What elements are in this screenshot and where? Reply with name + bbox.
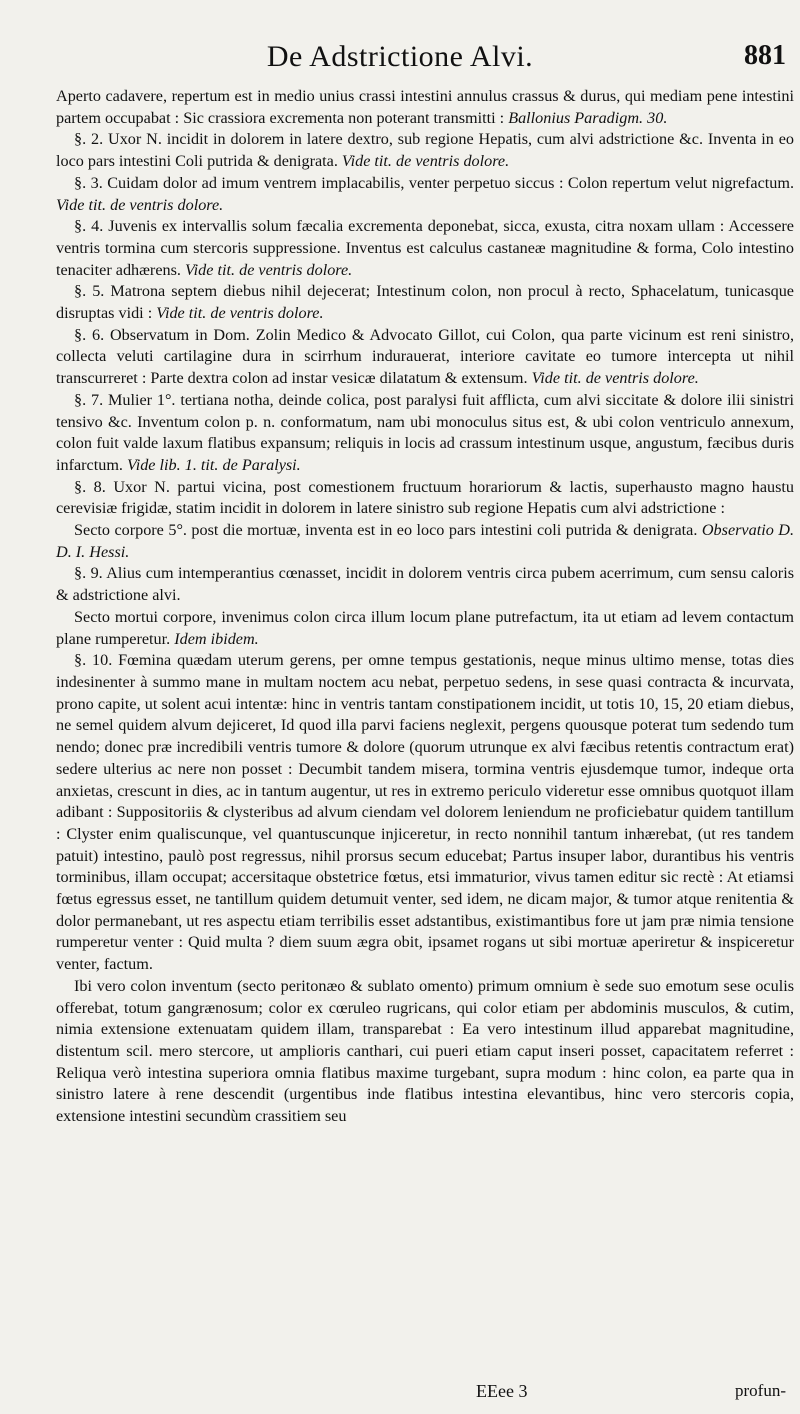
citation: Vide tit. de ventris dolore. (341, 152, 510, 171)
page-header (0, 40, 800, 84)
paragraph-text: Secto mortui corpore, invenimus colon circa illum locum plane putrefactum, ita ut etiam ad levem contactum plane rumperetur. (56, 607, 794, 648)
paragraph-section-2 (56, 129, 794, 172)
text-body (56, 86, 794, 1128)
paragraph-section-3 (56, 173, 794, 216)
paragraph-section-6 (56, 325, 794, 390)
paragraph-text: §. 2. Uxor N. incidit in dolorem in latere dextro, sub regione Hepatis, cum alvi adstrictione &c. Inventa in eo loco pars intestini Coli putrida & denigrata. (56, 130, 794, 171)
paragraph-section-9-autopsy (56, 607, 794, 650)
paragraph-section-10 (56, 650, 794, 976)
citation: Vide tit. de ventris dolore. (56, 195, 224, 214)
paragraph-text: §. 4. Juvenis ex intervallis solum fæcalia excrementa deponebat, sicca, exusta, citra noxam ullam : Accessere ventris tormina cum stercoris suppressione. Inventus est calculus castaneæ magnitudine & forma, Colo intestino tenaciter adhærens. (56, 217, 794, 279)
paragraph-text: Aperto cadavere, repertum est in medio unius crassi intestini annulus crassus & durus, qui mediam pene intestini partem occupabat : Sic crassiora excrementa non poterant transmitti : (56, 87, 794, 127)
citation: Vide tit. de ventris dolore. (531, 369, 699, 388)
running-title: De Adstrictione Alvi. (266, 40, 534, 73)
paragraph-section-10-autopsy (56, 976, 794, 1128)
signature-mark: EEee 3 (476, 1381, 528, 1401)
paragraph-section-8 (56, 477, 794, 520)
paragraph-section-5 (56, 281, 794, 324)
citation: Observatio D. D. I. Hessi. (56, 521, 795, 561)
citation: Ballonius Paradigm. 30. (508, 108, 668, 127)
paragraph-text: §. 7. Mulier 1°. tertiana notha, deinde colica, post paralysi fuit afflicta, cum alvi siccitate & dolore ilii sinistri tensivo &c. Inventum colon p. n. conformatum, nam ubi monoculus situs est, & ubi colon ventriculo annexum, colon fuit valde laxum flatibus expansum; reliquis in locis ad crassum intestinum usque, angustum, fæcibus duris infarctum. (56, 390, 794, 474)
paragraph-text: §. 10. Fœmina quædam uterum gerens, per omne tempus gestationis, neque minus ultimo mense, totas dies indesinenter à summo mane in multam noctem acu nebat, perpetuo sedens, in sese quasi contracta & incurvata, prono capite, ut solent acui intentæ: hinc in ventris tantam constipationem incidit, ut totis 10, 15, 20 etiam diebus, ne semel quidem alvum dejiceret, Id quod illa parvi faciens neglexit, pergens quousque poterat tum sedendo tum nendo; donec præ incredibili ventris tumore & dolore (quorum utrunque ex alvi fæcibus retentis contractum erat) sedere ulterius ac nere non posset : Decumbit tandem misera, tormina ventris ejusdemque tumor, indeque orta anxietas, crescunt in dies, ac in tantum augentur, ut res in extremo periculo videretur esse omnibus quotquot illam adibant : Suppositoriis & clysteribus ad alvum ciendam vel dolorem leniendum ne proficiebatur quidem tantillum : Clyster enim qualiscunque, vel quantuscunque injiceretur, in recto nonnihil tantum inhærebat, (ut res tandem patuit) intestino, paulò post regressus, nihil prorsus secum educebat; Partus insuper labor, durantibus his ventris torminibus, illam occupat; accersitaque obstetrice fœtus, etsi immaturior, vivus tamen editur sic rectè : At etiamsi fœtus egressus esset, ne tantillum quidem detumuit venter, sed idem, ne dicam major, & tumor atque renitentia & dolor permanebant, ut res aspectu etiam terribilis esset adstantibus, existimantibus fore ut jam præ nimia tensione rumperetur venter : Quid multa ? diem suum ægra obit, ipsamet rogans ut sibi mortuæ aperiretur & inspiceretur venter, factum. (56, 651, 794, 974)
citation: Idem ibidem. (174, 629, 259, 648)
paragraph-section-8-autopsy (56, 520, 794, 563)
catchword: profun- (735, 1381, 786, 1400)
page-number: 881 (744, 40, 786, 71)
paragraph-intro (56, 86, 794, 129)
paragraph-section-4 (56, 216, 794, 281)
paragraph-section-9 (56, 563, 794, 606)
citation: Vide tit. de ventris dolore. (185, 260, 353, 279)
paragraph-text: §. 8. Uxor N. partui vicina, post comestionem fructuum horariorum & lactis, superhausto magno haustu cerevisiæ frigidæ, statim incidit in dolorem in latere sinistro sub regione Hepatis cum alvi adstrictione : (56, 477, 794, 518)
paragraph-text: §. 3. Cuidam dolor ad imum ventrem implacabilis, venter perpetuo siccus : Colon repertum velut nigrefactum. (74, 173, 794, 192)
paragraph-section-7 (56, 390, 794, 477)
paragraph-text: §. 6. Observatum in Dom. Zolin Medico & Advocato Gillot, cui Colon, qua parte vicinum est reni sinistro, collecta veluti cartilagine dura in scirrhum indurauerat, interiore cavitate eo tumore intercepta ut nihil transcurreret : Parte dextra colon ad instar vesicæ dilatatum & extensum. (56, 325, 794, 388)
citation: Vide lib. 1. tit. de Paralysi. (127, 455, 301, 474)
paragraph-text: §. 5. Matrona septem diebus nihil dejecerat; Intestinum colon, non procul à recto, Sphacelatum, tunicasque disruptas vidi : (56, 282, 794, 323)
paragraph-text: §. 9. Alius cum intemperantius cœnasset, incidit in dolorem ventris circa pubem acerrimum, cum sensu caloris & adstrictione alvi. (56, 564, 794, 605)
citation: Vide tit. de ventris dolore. (156, 304, 324, 323)
paragraph-text: Secto corpore 5°. post die mortuæ, inventa est in eo loco pars intestini coli putrida & denigrata. (74, 521, 698, 540)
paragraph-text: Ibi vero colon inventum (secto peritonæo & sublato omento) primum omnium è sede suo emotum sese oculis offerebat, totum gangrænosum; color ex cœruleo rugricans, qui color etiam per abdominis musculos, & cutim, nimia extensione extenuatam quidem illam, transparebat : Ea vero intestinum illud apparebat magnitudine, distentum scil. mero stercore, ut amplioris canthari, cui pueri etiam caput inseri posset, capacitatem referret : Reliqua verò intestina superiora omnia flatibus maxime turgebant, supra modum : hinc colon, ea parte qua in sinistro latere à rene descendit (urgentibus inde flatibus intestina elevantibus, hinc vero stercoris copia, extensione intestini secundùm crassitiem seu (56, 976, 794, 1126)
